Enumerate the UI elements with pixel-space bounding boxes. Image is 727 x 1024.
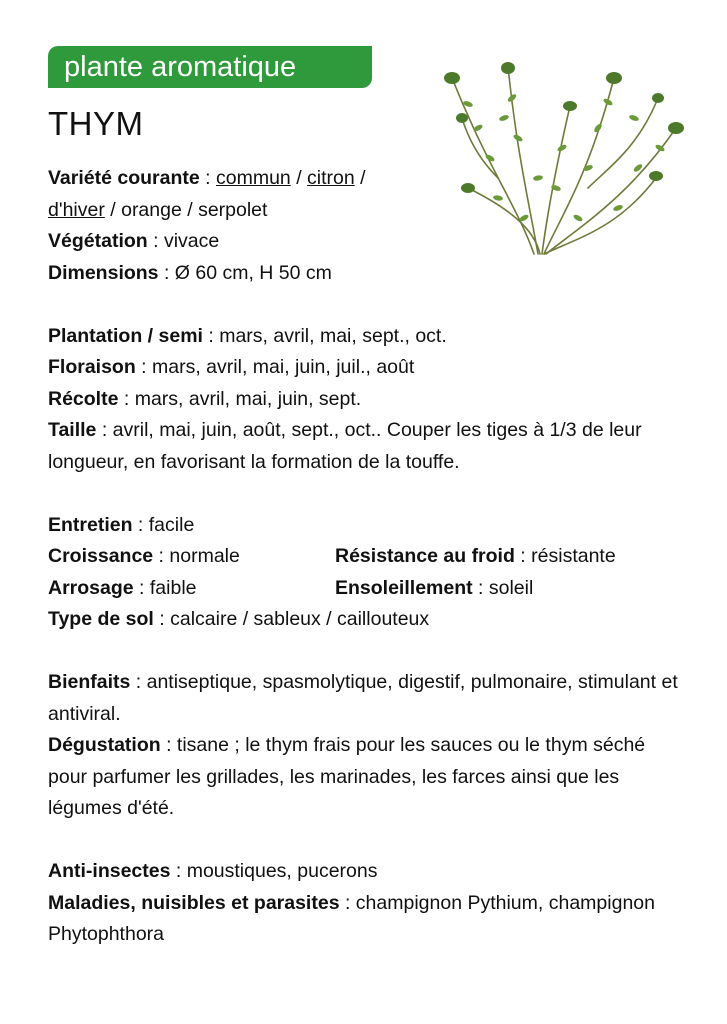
dimensions-line: Dimensions : Ø 60 cm, H 50 cm [48,261,332,284]
insectes-line: Anti-insectes : moustiques, pucerons [48,860,378,882]
variete-line-2: d'hiver / orange / serpolet [48,198,268,221]
page-title: THYM [48,105,144,142]
variete-line: Variété courante : commun / citron / [48,167,366,189]
variete-link-citron[interactable]: citron [307,167,355,189]
recolte-line: Récolte : mars, avril, mai, juin, sept. [48,387,362,410]
category-badge: plante aromatique [48,46,372,88]
taille-line: Taille : avril, mai, juin, août, sept., oct.. Couper les tiges à 1/3 de leur longueur, en favorisant la formation de la touffe. [48,419,642,473]
bienfaits-line: Bienfaits : antiseptique, spasmolytique, digestif, pulmonaire, stimulant et antiviral. [48,671,678,725]
floraison-line: Floraison : mars, avril, mai, juin, juil., août [48,356,415,378]
vegetation-line: Végétation : vivace [48,230,220,252]
variete-link-hiver[interactable]: d'hiver [48,198,105,221]
variete-link-commun[interactable]: commun [216,167,291,189]
arrosage-soleil-row: Arrosage : faible Ensoleillement : soleil [48,576,534,599]
variete-label: Variété courante [48,167,200,189]
croissance-resistance-row: Croissance : normale Résistance au froid : résistante [48,545,616,567]
maladies-line: Maladies, nuisibles et parasites : champignon Pythium, champignon Phytophthora [48,891,655,945]
plantation-line: Plantation / semi : mars, avril, mai, sept., oct. [48,324,447,347]
entretien-line: Entretien : facile [48,513,195,536]
degustation-line: Dégustation : tisane ; le thym frais pour les sauces ou le thym séché pour parfumer les grillades, les marinades, les farces ainsi que les légumes d'été. [48,734,646,819]
sol-line: Type de sol : calcaire / sableux / caillouteux [48,608,430,630]
plant-sheet [48,163,688,951]
